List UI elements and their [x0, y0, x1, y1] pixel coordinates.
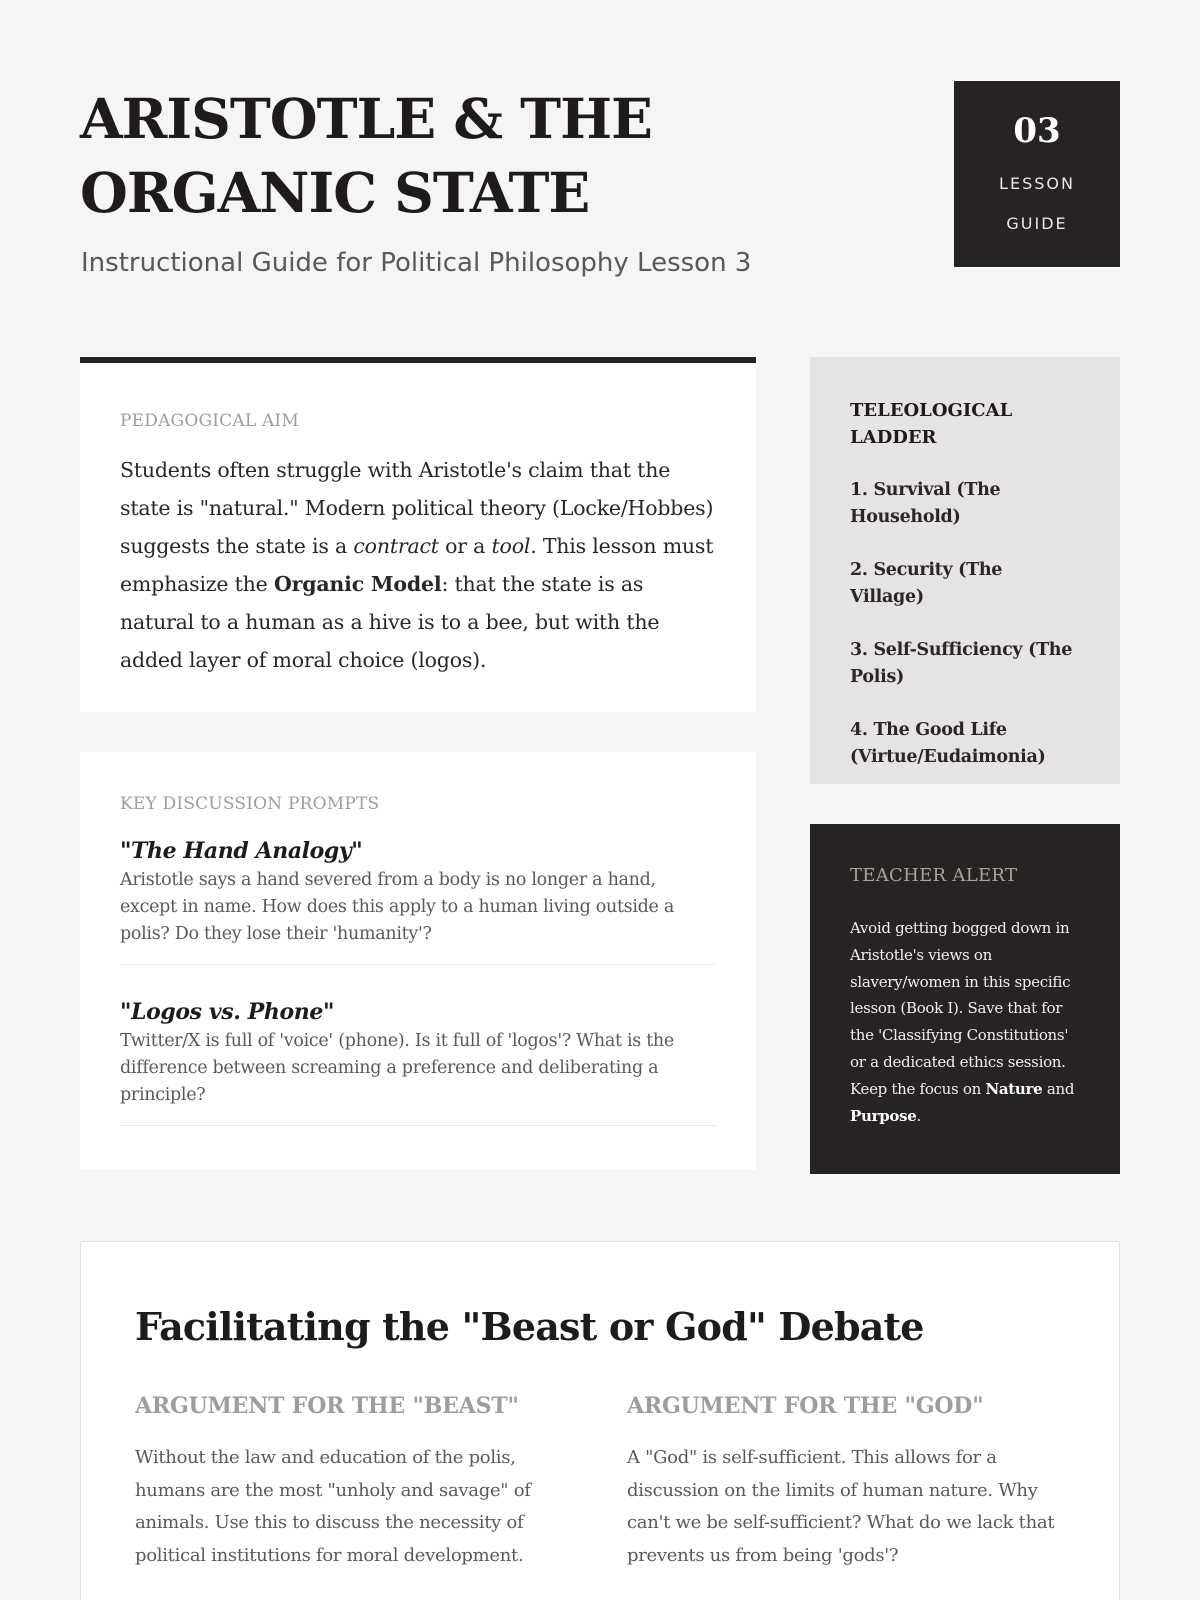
god-argument-column	[627, 1390, 1067, 1572]
alert-text-part: Avoid getting bogged down in Aristotle's views on slavery/women in this specific lesson (Book I). Save that for the 'Classifying Constitutions' or a dedicated ethics session. Keep the focus on	[850, 919, 1071, 1098]
alert-text-part: .	[916, 1106, 921, 1125]
debate-title: Facilitating the "Beast or God" Debate	[135, 1304, 924, 1349]
section-label: PEDAGOGICAL AIM	[120, 411, 299, 431]
aim-emphasis-contract: contract	[353, 534, 439, 558]
beast-argument-heading: ARGUMENT FOR THE "BEAST"	[135, 1393, 519, 1419]
teacher-alert-panel	[810, 824, 1120, 1174]
aim-text-part: or a	[438, 534, 492, 558]
discussion-prompts-card	[80, 752, 756, 1170]
aim-strong-organic-model: Organic Model	[273, 572, 442, 596]
alert-strong-purpose: Purpose	[850, 1106, 917, 1125]
prompt-title: "Logos vs. Phone"	[120, 999, 335, 1025]
alert-text-part: and	[1042, 1079, 1075, 1098]
ladder-item: 1. Survival (The Household)	[850, 480, 1001, 527]
god-argument-heading: ARGUMENT FOR THE "GOD"	[627, 1393, 984, 1419]
prompt-text: Aristotle says a hand severed from a body is no longer a hand, except in name. How does this apply to a human living outside a polis? Do they lose their 'humanity'?	[120, 870, 675, 944]
prompt-title: "The Hand Analogy"	[120, 838, 363, 864]
page-title: ARISTOTLE & THE ORGANIC STATE	[80, 86, 652, 225]
lesson-badge	[954, 81, 1120, 267]
god-argument-text: A "God" is self-sufficient. This allows for a discussion on the limits of human nature. Why can't we be self-sufficient? What do we lack that prevents us from being 'gods'?	[627, 1447, 1055, 1566]
badge-label-guide: GUIDE	[1006, 214, 1068, 233]
aim-paragraph	[120, 451, 720, 679]
aim-emphasis-tool: tool	[491, 534, 531, 558]
beast-argument-text: Without the law and education of the polis, humans are the most "unholy and savage" of animals. Use this to discuss the necessity of political institutions for moral development.	[135, 1447, 531, 1566]
badge-label-lesson: LESSON	[999, 174, 1075, 193]
ladder-title: TELEOLOGICAL LADDER	[850, 400, 1013, 448]
page-subtitle: Instructional Guide for Political Philosophy Lesson 3	[81, 248, 752, 278]
pedagogical-aim-card	[80, 357, 756, 712]
prompt-item	[120, 996, 716, 1126]
prompt-item	[120, 835, 716, 965]
beast-argument-column	[135, 1390, 575, 1572]
alert-title: TEACHER ALERT	[850, 865, 1018, 886]
alert-text	[850, 915, 1086, 1129]
ladder-item: 4. The Good Life (Virtue/Eudaimonia)	[850, 720, 1046, 767]
aim-text-part: : that the state is as natural to a human as a hive is to a bee, but with the added layer of moral choice (logos).	[120, 572, 660, 672]
ladder-item: 2. Security (The Village)	[850, 560, 1003, 607]
ladder-list	[850, 477, 1080, 771]
aim-text-part: Students often struggle with Aristotle's claim that the state is "natural." Modern political theory (Locke/Hobbes) suggests the state is a	[120, 458, 714, 558]
aim-text-part: . This lesson must emphasize the	[120, 534, 714, 596]
lesson-number: 03	[1013, 111, 1061, 151]
ladder-item: 3. Self-Sufficiency (The Polis)	[850, 640, 1073, 687]
prompt-text: Twitter/X is full of 'voice' (phone). Is it full of 'logos'? What is the difference between screaming a preference and deliberating a principle?	[120, 1031, 674, 1105]
teleological-ladder-panel	[810, 357, 1120, 784]
section-label: KEY DISCUSSION PROMPTS	[120, 794, 380, 814]
debate-section	[80, 1241, 1120, 1600]
alert-strong-nature: Nature	[985, 1079, 1043, 1098]
